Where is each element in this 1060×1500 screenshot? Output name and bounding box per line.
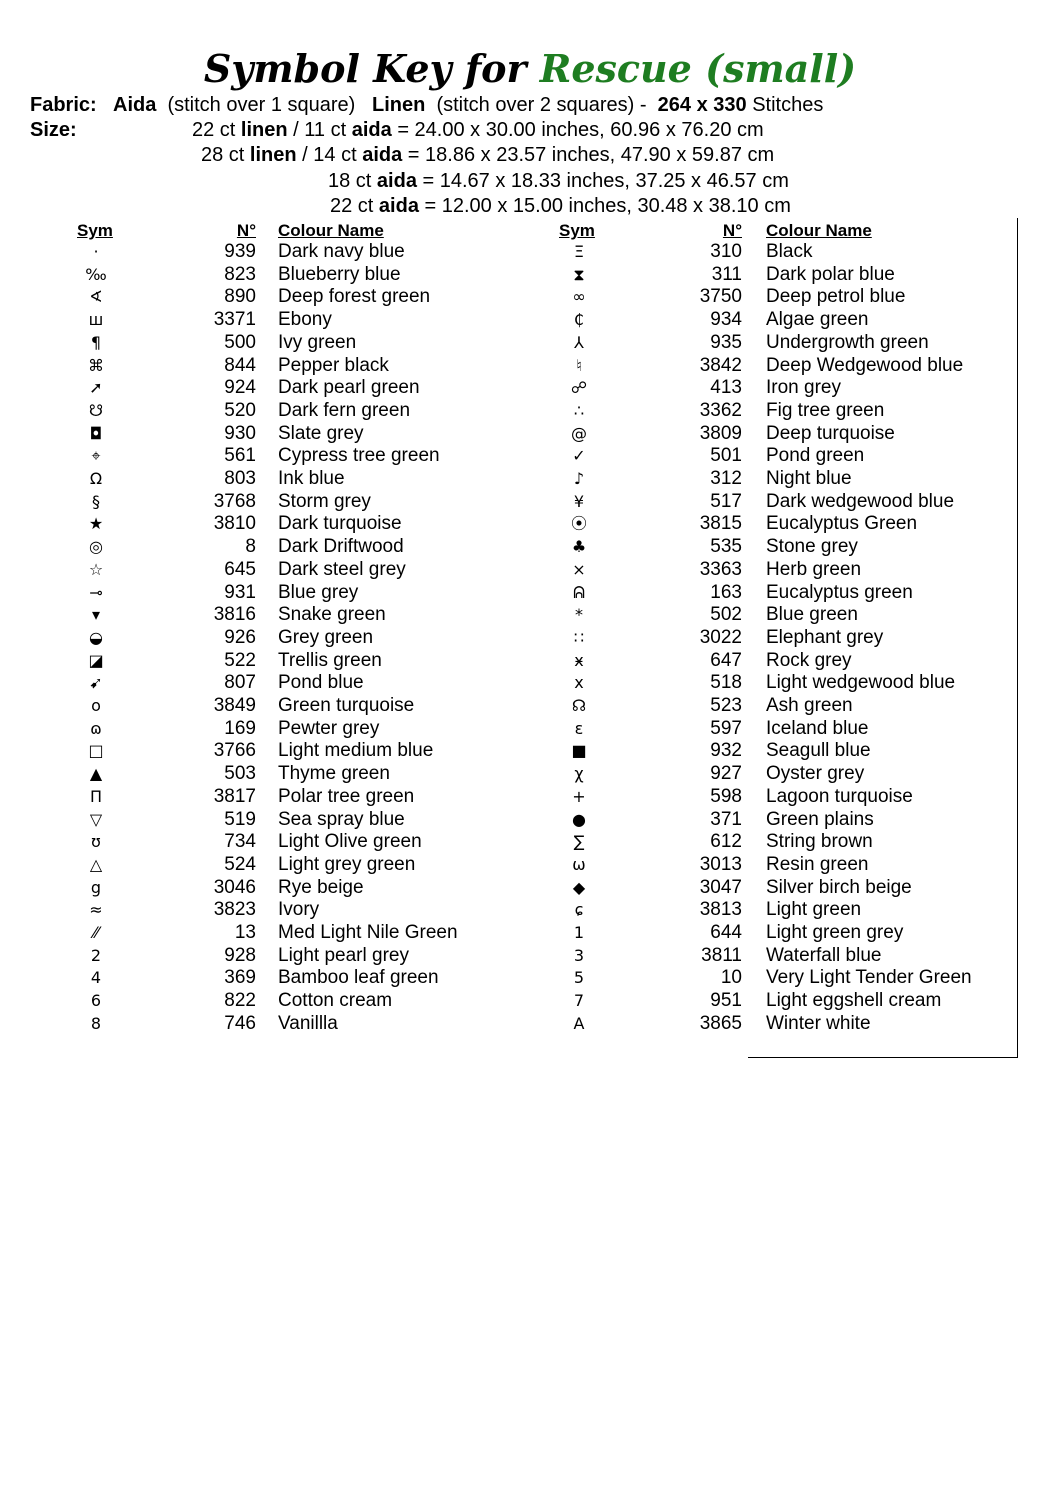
stitch-symbol: A — [573, 1013, 585, 1033]
floss-number: 311 — [711, 263, 742, 285]
size-line-2 — [201, 143, 774, 167]
colour-name: Pond green — [766, 445, 865, 467]
colour-name: Eucalyptus Green — [766, 513, 918, 535]
colour-name: Ebony — [278, 309, 332, 331]
floss-number: 501 — [710, 445, 742, 467]
stitch-symbol: ◆ — [572, 877, 586, 897]
stitch-symbol: ▾ — [91, 605, 101, 625]
stitch-symbol: ∢ — [89, 287, 103, 307]
stitch-symbol: 6 — [90, 991, 102, 1011]
stitch-symbol: ◪ — [88, 650, 104, 670]
header-num-right: N° — [722, 221, 742, 240]
floss-number: 312 — [710, 468, 742, 489]
floss-number: 927 — [710, 763, 742, 785]
fabric-label: Fabric: — [30, 94, 97, 116]
colour-name: Green turquoise — [278, 695, 415, 716]
floss-number: 3371 — [213, 309, 256, 331]
colour-name: Bamboo leaf green — [278, 967, 439, 989]
stitch-symbol: ■ — [571, 741, 587, 761]
colour-name: Green plains — [766, 808, 874, 830]
page-title — [0, 42, 1060, 96]
floss-number: 535 — [710, 536, 742, 558]
colour-name: Blue grey — [278, 581, 359, 603]
colour-name: Deep Wedgewood blue — [766, 354, 964, 376]
size-dims: = 18.86 x 23.57 inches, 47.90 x 59.87 cm — [407, 144, 775, 166]
floss-number: 310 — [710, 241, 742, 262]
size-dims: = 14.67 x 18.33 inches, 37.25 x 46.57 cm — [422, 170, 789, 192]
floss-number: 3013 — [699, 853, 742, 875]
floss-number: 932 — [710, 740, 742, 762]
floss-number: 3810 — [213, 513, 256, 535]
colour-name: Light grey green — [278, 853, 416, 875]
stitch-symbol: o — [91, 696, 101, 715]
stitch-symbol: Π — [89, 786, 103, 806]
stitch-symbol: ⊸ — [89, 582, 103, 602]
stitch-symbol: ¥ — [573, 491, 585, 511]
floss-number: 3816 — [213, 604, 256, 626]
colour-name: Med Light Nile Green — [278, 922, 458, 943]
stitch-symbol: ₵ — [573, 310, 585, 330]
colour-name: Light green — [766, 899, 862, 921]
stitch-symbol: ∷ — [573, 627, 585, 647]
floss-number: 10 — [720, 967, 742, 989]
size-dims: = 24.00 x 30.00 inches, 60.96 x 76.20 cm — [397, 119, 764, 141]
floss-number: 3363 — [699, 558, 742, 580]
floss-number: 935 — [710, 331, 742, 353]
stitches-word: Stitches — [752, 94, 824, 116]
colour-name: Deep turquoise — [766, 422, 895, 444]
stitch-symbol: ▲ — [89, 764, 103, 784]
floss-number: 939 — [224, 241, 256, 262]
floss-number: 597 — [710, 717, 742, 739]
stitch-symbol: 7 — [573, 991, 585, 1011]
stitch-symbol: 5 — [573, 968, 585, 988]
colour-name: Black — [766, 241, 813, 262]
colour-name: Trellis green — [278, 649, 382, 671]
colour-name: Dark polar blue — [766, 263, 895, 285]
colour-name: Cotton cream — [278, 990, 393, 1012]
size-label: Size: — [30, 119, 77, 141]
colour-name: Light medium blue — [278, 740, 434, 762]
floss-number: 371 — [710, 808, 742, 830]
stitch-symbol: 2 — [90, 945, 102, 965]
floss-number: 500 — [224, 331, 256, 353]
stitch-symbol: ★ — [88, 514, 104, 534]
floss-number: 926 — [224, 626, 256, 648]
stitch-symbol: § — [92, 491, 100, 511]
colour-name: Grey green — [278, 626, 374, 648]
title-prefix: Symbol Key for — [203, 46, 527, 91]
stitch-symbol: ◎ — [89, 537, 103, 557]
floss-number: 3865 — [699, 1012, 742, 1034]
colour-name: Dark fern green — [278, 399, 411, 421]
header-num-left: N° — [236, 221, 256, 240]
stitch-symbol: ♪ — [573, 469, 585, 488]
stitch-symbol: ▽ — [89, 809, 103, 829]
colour-name: Light eggshell cream — [766, 990, 942, 1012]
colour-name: Deep forest green — [278, 286, 431, 308]
size-fabric-bold: aida — [376, 170, 417, 192]
stitch-symbol: ⌖ — [91, 446, 101, 466]
stitch-symbol: ◘ — [89, 423, 103, 443]
stitch-symbol: ω — [572, 854, 586, 874]
stitch-symbol: Ξ — [573, 242, 585, 261]
stitch-symbol: ‰ — [85, 264, 107, 284]
floss-number: 369 — [224, 967, 256, 989]
stitch-symbol: ≈ — [89, 900, 103, 920]
colour-name: Storm grey — [278, 490, 371, 512]
colour-name: Iron grey — [766, 377, 841, 399]
colour-name: Algae green — [766, 309, 869, 331]
floss-number: 598 — [710, 785, 742, 807]
floss-number: 3849 — [213, 695, 256, 716]
stitch-symbol: ☍ — [570, 378, 588, 398]
stitch-symbol: @ — [571, 423, 587, 443]
stitch-symbol: x — [574, 673, 584, 693]
floss-number: 522 — [224, 649, 256, 671]
stitch-symbol: ⅄ — [574, 332, 584, 352]
stitch-symbol: ⁄⁄ — [93, 923, 99, 942]
floss-number: 524 — [224, 853, 256, 875]
colour-name: Very Light Tender Green — [766, 967, 972, 989]
colour-name: Pewter grey — [278, 717, 380, 739]
colour-name: Stone grey — [766, 536, 858, 558]
size-fabric-bold: linen — [249, 144, 297, 166]
floss-number: 413 — [710, 377, 742, 399]
floss-number: 647 — [710, 649, 742, 671]
title-pattern-name: Rescue (small) — [539, 46, 857, 91]
stitch-symbol: ☋ — [88, 400, 104, 420]
floss-number: 3811 — [701, 944, 742, 966]
colour-name: Fig tree green — [766, 399, 885, 421]
stitch-symbol: + — [572, 786, 586, 806]
colour-name: Seagull blue — [766, 740, 871, 762]
floss-number: 890 — [224, 286, 256, 308]
colour-name: Rye beige — [278, 876, 364, 898]
colour-name: Dark turquoise — [278, 513, 402, 535]
size-line-1 — [192, 118, 764, 142]
colour-name: Ivory — [278, 899, 320, 921]
floss-number: 644 — [710, 922, 742, 943]
size-count: 28 ct — [201, 144, 245, 166]
colour-name: Waterfall blue — [766, 944, 882, 966]
size-count: 22 ct — [330, 195, 374, 217]
stitch-symbol: ● — [572, 809, 586, 829]
stitch-symbol: χ — [574, 764, 584, 784]
floss-number: 803 — [224, 468, 256, 489]
colour-name: Eucalyptus green — [766, 581, 913, 603]
colour-name: Light wedgewood blue — [766, 672, 956, 694]
floss-number: 844 — [224, 354, 256, 376]
floss-number: 518 — [710, 672, 742, 694]
colour-name: Slate grey — [278, 422, 364, 444]
size-fabric-bold-2: aida — [362, 144, 403, 166]
floss-number: 931 — [224, 581, 256, 603]
colour-name: Winter white — [766, 1012, 871, 1034]
size-dims: = 12.00 x 15.00 inches, 30.48 x 38.10 cm — [424, 195, 791, 217]
stitch-symbol: 8 — [90, 1013, 102, 1033]
stitch-symbol: ⌘ — [88, 355, 104, 375]
stitch-symbol: ӿ — [574, 650, 584, 670]
colour-name: Resin green — [766, 853, 869, 875]
stitch-symbol: ⧗ — [573, 264, 585, 284]
stitch-symbol: ➚ — [89, 378, 103, 398]
floss-number: 517 — [710, 490, 742, 512]
floss-number: 951 — [710, 990, 742, 1012]
colour-name: Snake green — [278, 604, 386, 626]
colour-name: Night blue — [766, 468, 852, 489]
stitch-symbol: ɷ — [90, 718, 102, 738]
colour-name: Dark navy blue — [278, 241, 405, 262]
fabric-aida-note: (stitch over 1 square) — [167, 94, 356, 116]
stitch-symbol: 1 — [573, 923, 585, 942]
floss-number: 502 — [710, 604, 742, 626]
floss-number: 3022 — [699, 626, 742, 648]
colour-name: Pepper black — [278, 354, 389, 376]
colour-name: Silver birch beige — [766, 876, 912, 898]
floss-number: 561 — [224, 445, 256, 467]
floss-number: 3817 — [213, 785, 256, 807]
floss-number: 3768 — [213, 490, 256, 512]
header-name-left: Colour Name — [278, 221, 384, 240]
colour-name: Lagoon turquoise — [766, 785, 913, 807]
colour-name: Pond blue — [278, 672, 364, 694]
fabric-aida: Aida — [113, 94, 157, 116]
colour-name: Cypress tree green — [278, 445, 440, 467]
stitch-symbol: □ — [88, 741, 104, 761]
floss-number: 3813 — [699, 899, 742, 921]
colour-name: Polar tree green — [278, 785, 415, 807]
colour-name: Ash green — [766, 695, 853, 716]
size-count: 18 ct — [328, 170, 372, 192]
floss-number: 3766 — [213, 740, 256, 762]
size-fabric-bold-2: aida — [351, 119, 392, 141]
colour-name: Blue green — [766, 604, 858, 626]
colour-name: Blueberry blue — [278, 263, 401, 285]
floss-number: 3362 — [699, 399, 742, 421]
colour-name: Oyster grey — [766, 763, 865, 785]
fabric-linen-note: (stitch over 2 squares) - — [436, 94, 647, 116]
floss-number: 934 — [710, 309, 742, 331]
floss-number: 13 — [234, 922, 256, 943]
floss-number: 823 — [224, 263, 256, 285]
colour-name: Undergrowth green — [766, 331, 929, 353]
size-line-4 — [330, 194, 791, 218]
colour-name: Dark wedgewood blue — [766, 490, 955, 512]
floss-number: 928 — [224, 944, 256, 966]
stitch-symbol: ɛ — [574, 718, 584, 738]
table-right-border — [1017, 218, 1018, 1058]
floss-number: 520 — [224, 399, 256, 421]
colour-name: String brown — [766, 831, 873, 853]
floss-number: 163 — [710, 581, 742, 603]
size-fabric-bold: linen — [240, 119, 288, 141]
colour-name: Ivy green — [278, 331, 357, 353]
colour-name: Dark steel grey — [278, 558, 406, 580]
stitch-symbol: ☊ — [571, 696, 587, 715]
floss-number: 822 — [224, 990, 256, 1012]
floss-number: 645 — [224, 558, 256, 580]
stitch-symbol: ✓ — [572, 446, 586, 466]
colour-name: Dark pearl green — [278, 377, 420, 399]
colour-name: Iceland blue — [766, 717, 869, 739]
floss-number: 3842 — [699, 354, 742, 376]
stitch-symbol: ♮ — [576, 355, 582, 375]
stitch-symbol: · — [93, 242, 99, 261]
stitch-symbol: ♣ — [571, 537, 587, 557]
colour-name: Light Olive green — [278, 831, 422, 853]
floss-number: 3823 — [213, 899, 256, 921]
stitch-symbol: ∞ — [572, 287, 586, 307]
stitch-symbol: ∑ — [573, 832, 585, 852]
header-name-right: Colour Name — [766, 221, 872, 240]
stitch-count: 264 x 330 — [657, 94, 747, 116]
stitch-symbol: ➹ — [89, 673, 103, 693]
stitch-symbol: 3 — [573, 945, 585, 965]
colour-name: Light pearl grey — [278, 944, 409, 966]
size-mid: / 11 ct — [293, 119, 347, 141]
colour-name: Herb green — [766, 558, 862, 580]
floss-number: 3815 — [699, 513, 742, 535]
fabric-linen: Linen — [372, 94, 426, 116]
size-fabric-bold: aida — [378, 195, 419, 217]
colour-name: Rock grey — [766, 649, 852, 671]
colour-name: Sea spray blue — [278, 808, 405, 830]
stitch-symbol: * — [575, 605, 583, 625]
floss-number: 169 — [224, 717, 256, 739]
stitch-symbol: ☆ — [88, 559, 104, 579]
stitch-symbol: ∴ — [573, 400, 585, 420]
colour-name: Dark Driftwood — [278, 536, 404, 558]
floss-number: 3046 — [213, 876, 256, 898]
floss-number: 612 — [710, 831, 742, 853]
stitch-symbol: ʊ — [91, 832, 101, 852]
stitch-symbol: ⦿ — [570, 514, 587, 534]
header-sym-left: Sym — [77, 221, 113, 240]
size-count: 22 ct — [192, 119, 236, 141]
fabric-line — [113, 93, 823, 117]
colour-name: Elephant grey — [766, 626, 884, 648]
stitch-symbol: Ω — [89, 469, 103, 488]
floss-number: 3750 — [699, 286, 742, 308]
colour-name: Thyme green — [278, 763, 390, 785]
header-sym-right: Sym — [559, 221, 595, 240]
floss-number: 734 — [224, 831, 256, 853]
floss-number: 3047 — [699, 876, 742, 898]
stitch-symbol: ш — [88, 310, 104, 330]
floss-number: 523 — [710, 695, 742, 716]
stitch-symbol: △ — [89, 854, 103, 874]
stitch-symbol: ɕ — [574, 900, 584, 920]
stitch-symbol: ◒ — [89, 627, 103, 647]
colour-name: Light green grey — [766, 922, 904, 943]
stitch-symbol: ¶ — [90, 332, 102, 352]
floss-number: 924 — [224, 377, 256, 399]
table-bottom-border — [748, 1057, 1018, 1058]
colour-name: Ink blue — [278, 468, 345, 489]
floss-number: 746 — [224, 1012, 256, 1034]
floss-number: 8 — [245, 536, 256, 558]
stitch-symbol: ⨯ — [572, 559, 586, 579]
colour-name: Deep petrol blue — [766, 286, 906, 308]
stitch-symbol: ᕱ — [573, 582, 585, 602]
floss-number: 930 — [224, 422, 256, 444]
colour-name: Vanillla — [278, 1012, 338, 1034]
floss-number: 519 — [224, 808, 256, 830]
floss-number: 503 — [224, 763, 256, 785]
size-mid: / 14 ct — [302, 144, 357, 166]
stitch-symbol: 4 — [90, 968, 102, 988]
floss-number: 3809 — [699, 422, 742, 444]
floss-number: 807 — [224, 672, 256, 694]
stitch-symbol: g — [90, 877, 102, 897]
size-line-3 — [328, 169, 789, 193]
